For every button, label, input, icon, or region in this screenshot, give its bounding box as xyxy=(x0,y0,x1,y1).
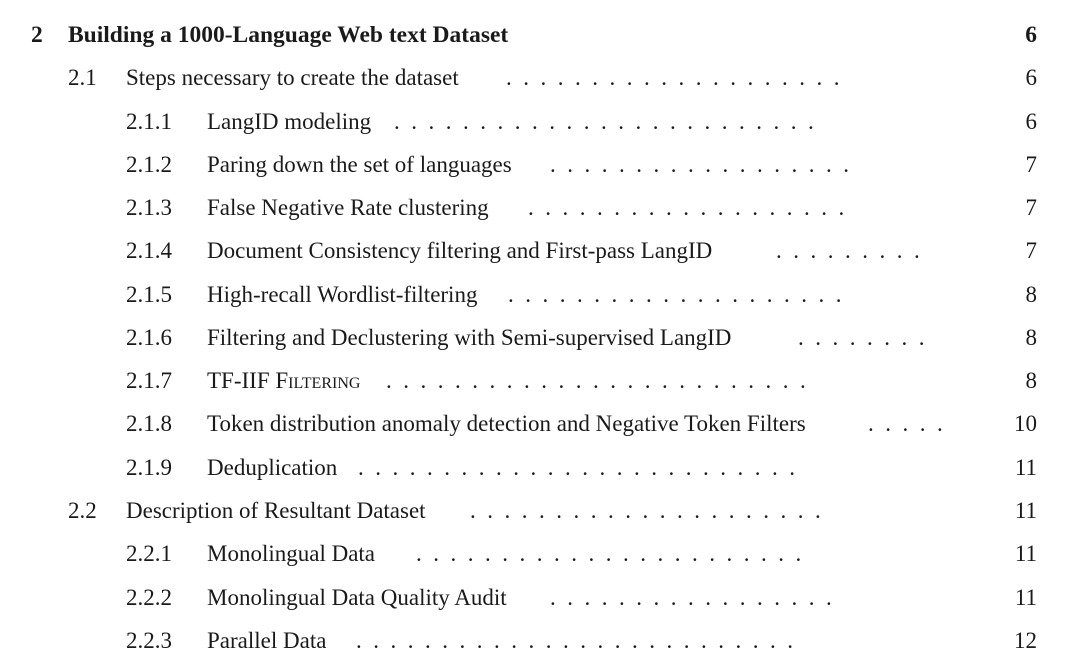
subsection-title: Paring down the set of languages xyxy=(207,152,512,177)
toc-subsection-row[interactable] xyxy=(0,320,1037,356)
dot-leader: . . . . . xyxy=(868,411,943,436)
dot-leader: . . . . . . . . . . . . . . . . . . . . xyxy=(506,65,840,90)
subsection-number: 2.1.4 xyxy=(126,238,172,263)
subsection-title: High-recall Wordlist-filtering xyxy=(207,282,478,307)
section-number: 2.2 xyxy=(68,498,97,523)
subsection-title: Monolingual Data Quality Audit xyxy=(207,585,507,610)
dot-leader: . . . . . . . . . . . . . . . . . . . . . . . . . . xyxy=(358,455,795,480)
toc-subsection-row[interactable] xyxy=(0,233,1037,269)
dot-leader: . . . . . . . . xyxy=(798,325,925,350)
subsection-page-number: 8 xyxy=(1025,282,1037,307)
subsection-page-number: 6 xyxy=(1025,109,1037,134)
subsection-page-number: 7 xyxy=(1025,152,1037,177)
chapter-title: Building a 1000-Language Web text Dataset xyxy=(68,22,509,48)
dot-leader: . . . . . . . . . . . . . . . . . . . xyxy=(528,195,845,220)
subsection-page-number: 10 xyxy=(1014,411,1037,436)
toc-subsection-row[interactable] xyxy=(0,450,1037,486)
dot-leader: . . . . . . . . . . . . . . . . . . . . . . . xyxy=(416,541,802,566)
toc-subsection-row[interactable] xyxy=(0,147,1037,183)
subsection-page-number: 11 xyxy=(1014,585,1037,610)
toc-subsection-row[interactable] xyxy=(0,277,1037,313)
subsection-number: 2.1.8 xyxy=(126,411,172,436)
dot-leader: . . . . . . . . . . . . . . . . . . . . . . . . . xyxy=(394,109,814,134)
toc-section-row[interactable] xyxy=(0,60,1037,96)
subsection-title: Token distribution anomaly detection and Negative Token Filters xyxy=(207,411,806,436)
subsection-number: 2.1.9 xyxy=(126,455,172,480)
toc-section-row[interactable] xyxy=(0,493,1037,529)
subsection-title: TF-IIF Filtering xyxy=(207,368,361,393)
toc-subsection-row[interactable] xyxy=(0,104,1037,140)
subsection-page-number: 11 xyxy=(1014,541,1037,566)
subsection-title: Deduplication xyxy=(207,455,338,480)
subsection-number: 2.1.6 xyxy=(126,325,172,350)
subsection-number: 2.2.2 xyxy=(126,585,172,610)
subsection-page-number: 8 xyxy=(1025,368,1037,393)
chapter-number: 2 xyxy=(31,22,43,48)
toc-subsection-row[interactable] xyxy=(0,406,1037,442)
toc-subsection-row[interactable] xyxy=(0,536,1037,572)
section-title: Steps necessary to create the dataset xyxy=(126,65,459,90)
subsection-number: 2.2.3 xyxy=(126,628,172,653)
subsection-number: 2.1.1 xyxy=(126,109,172,134)
section-title: Description of Resultant Dataset xyxy=(126,498,426,523)
subsection-title: Filtering and Declustering with Semi-supervised LangID xyxy=(207,325,732,350)
section-number: 2.1 xyxy=(68,65,97,90)
dot-leader: . . . . . . . . . . . . . . . . . . xyxy=(550,152,849,177)
subsection-number: 2.1.7 xyxy=(126,368,172,393)
subsection-page-number: 12 xyxy=(1014,628,1037,653)
subsection-page-number: 7 xyxy=(1025,238,1037,263)
subsection-number: 2.1.2 xyxy=(126,152,172,177)
subsection-number: 2.2.1 xyxy=(126,541,172,566)
dot-leader: . . . . . . . . . . . . . . . . . . . . . . . . . . xyxy=(356,628,793,653)
chapter-page-number: 6 xyxy=(1025,22,1037,48)
subsection-title: False Negative Rate clustering xyxy=(207,195,489,220)
subsection-title: LangID modeling xyxy=(207,109,372,134)
section-page-number: 11 xyxy=(1014,498,1037,523)
subsection-page-number: 7 xyxy=(1025,195,1037,220)
subsection-page-number: 11 xyxy=(1014,455,1037,480)
dot-leader: . . . . . . . . . xyxy=(776,238,920,263)
subsection-number: 2.1.5 xyxy=(126,282,172,307)
toc-subsection-row[interactable] xyxy=(0,363,1037,399)
subsection-title: Monolingual Data xyxy=(207,541,375,566)
dot-leader: . . . . . . . . . . . . . . . . . . . . . xyxy=(470,498,821,523)
toc-subsection-row[interactable] xyxy=(0,623,1037,659)
subsection-title: Document Consistency filtering and First-pass LangID xyxy=(207,238,713,263)
toc-subsection-row[interactable] xyxy=(0,190,1037,226)
section-page-number: 6 xyxy=(1025,65,1037,90)
toc-subsection-row[interactable] xyxy=(0,580,1037,616)
subsection-number: 2.1.3 xyxy=(126,195,172,220)
toc-chapter-row[interactable] xyxy=(0,17,1037,53)
dot-leader: . . . . . . . . . . . . . . . . . . . . . . . . . xyxy=(386,368,806,393)
dot-leader: . . . . . . . . . . . . . . . . . . . . xyxy=(508,282,842,307)
dot-leader: . . . . . . . . . . . . . . . . . xyxy=(550,585,832,610)
subsection-title: Parallel Data xyxy=(207,628,327,653)
subsection-page-number: 8 xyxy=(1025,325,1037,350)
